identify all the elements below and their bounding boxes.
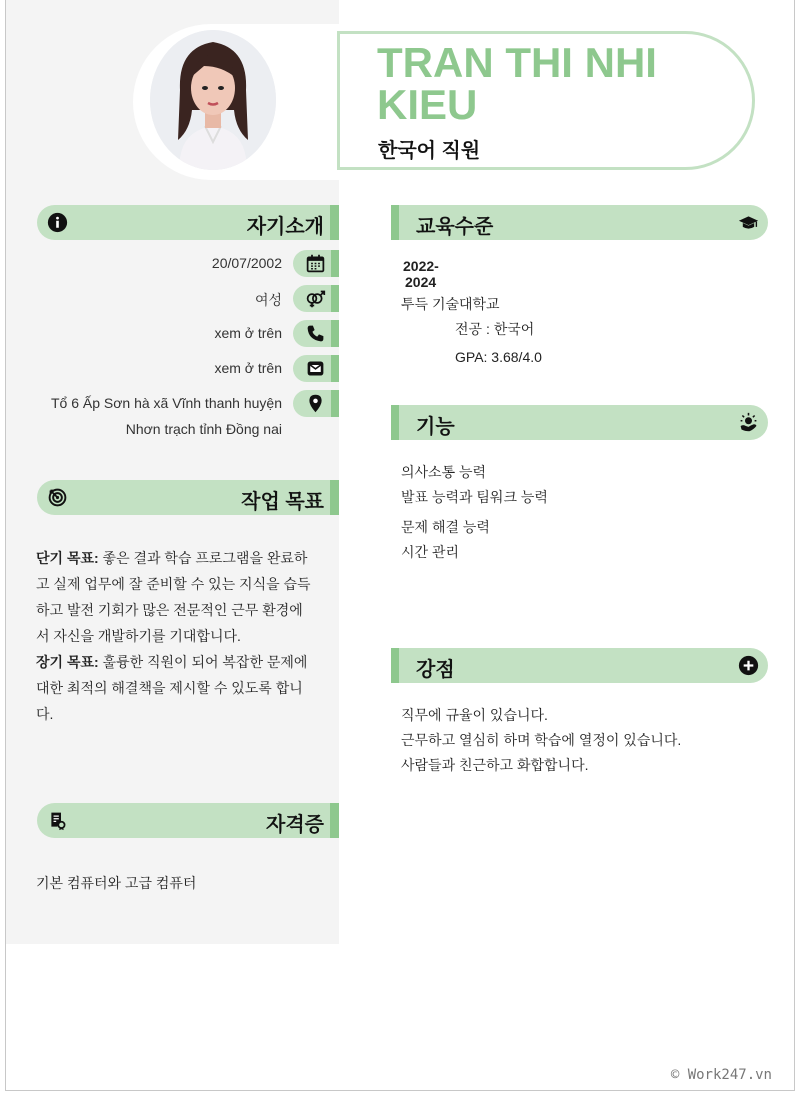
skill-item: 의사소통 능력 [401, 464, 487, 480]
skill-item: 문제 해결 능력 [401, 519, 490, 535]
gender-icon [305, 288, 326, 309]
education-school: 투득 기술대학교 [401, 296, 500, 312]
footer-watermark: © Work247.vn [670, 1067, 772, 1083]
plus-circle-icon [738, 655, 759, 676]
candidate-name: TRAN THI NHI KIEU [377, 39, 657, 128]
education-year-end: 2024 [405, 274, 437, 290]
info-icon [47, 212, 68, 233]
education-year-start: 2022- [403, 258, 439, 274]
section-header-skills [391, 405, 768, 440]
section-header-education [391, 205, 768, 240]
lightbulb-hand-icon [738, 412, 759, 433]
skill-item: 시간 관리 [401, 544, 459, 560]
section-title: 강점 [416, 659, 455, 681]
short-term-label: 단기 목표: [36, 550, 99, 566]
objective-text: 단기 목표: 좋은 결과 학습 프로그램을 완료하 고 실제 업무에 잘 준비할 수 있는 지식을 습득 하고 발전 기회가 많은 전문적인 근무 환경에 서 자신을 개발하기를 기대합니다. 장기 목표: 훌륭한 직원이 되어 복잡한 문제에 대한 최적의 해결책을 제시할 수 있도록 합니 다. [36, 550, 311, 722]
section-title: 교육수준 [416, 216, 494, 238]
contact-gender [37, 285, 339, 312]
calendar-icon [305, 253, 326, 274]
job-title: 한국어 직원 [378, 140, 481, 162]
gender-value: 여성 [254, 292, 282, 308]
target-icon [47, 487, 68, 508]
long-term-label: 장기 목표: [36, 654, 99, 670]
strength-item: 근무하고 열심히 하며 학습에 열정이 있습니다. [401, 732, 682, 748]
section-title: 기능 [416, 416, 455, 438]
skill-item: 발표 능력과 팀워크 능력 [401, 489, 548, 505]
strength-item: 직무에 규율이 있습니다. [401, 707, 548, 723]
profile-photo [150, 30, 276, 170]
address-line-1: Tổ 6 Ấp Sơn hà xã Vĩnh thanh huyện [50, 395, 282, 411]
phone-icon [305, 323, 326, 344]
graduation-cap-icon [738, 212, 759, 233]
education-gpa: GPA: 3.68/4.0 [455, 349, 542, 365]
section-title: 자기소개 [246, 216, 324, 238]
email-value: xem ở trên [214, 360, 282, 376]
address-line-2: Nhơn trạch tỉnh Đồng nai [125, 421, 282, 437]
section-title: 작업 목표 [241, 491, 324, 513]
section-header-about [37, 205, 339, 240]
certificate-item: 기본 컴퓨터와 고급 컴퓨터 [36, 875, 197, 891]
phone-value: xem ở trên [214, 325, 282, 341]
contact-address [37, 390, 339, 417]
map-pin-icon [305, 393, 326, 414]
section-header-strengths [391, 648, 768, 683]
section-header-objective [37, 480, 339, 515]
contact-birthday [37, 250, 339, 277]
strength-item: 사람들과 친근하고 화합합니다. [401, 757, 589, 773]
section-title: 자격증 [266, 814, 324, 836]
envelope-icon [305, 358, 326, 379]
contact-phone [37, 320, 339, 347]
certificate-icon [47, 810, 68, 831]
contact-email [37, 355, 339, 382]
section-header-certificate [37, 803, 339, 838]
education-major: 전공 : 한국어 [455, 321, 535, 337]
birthday-value: 20/07/2002 [211, 255, 282, 271]
